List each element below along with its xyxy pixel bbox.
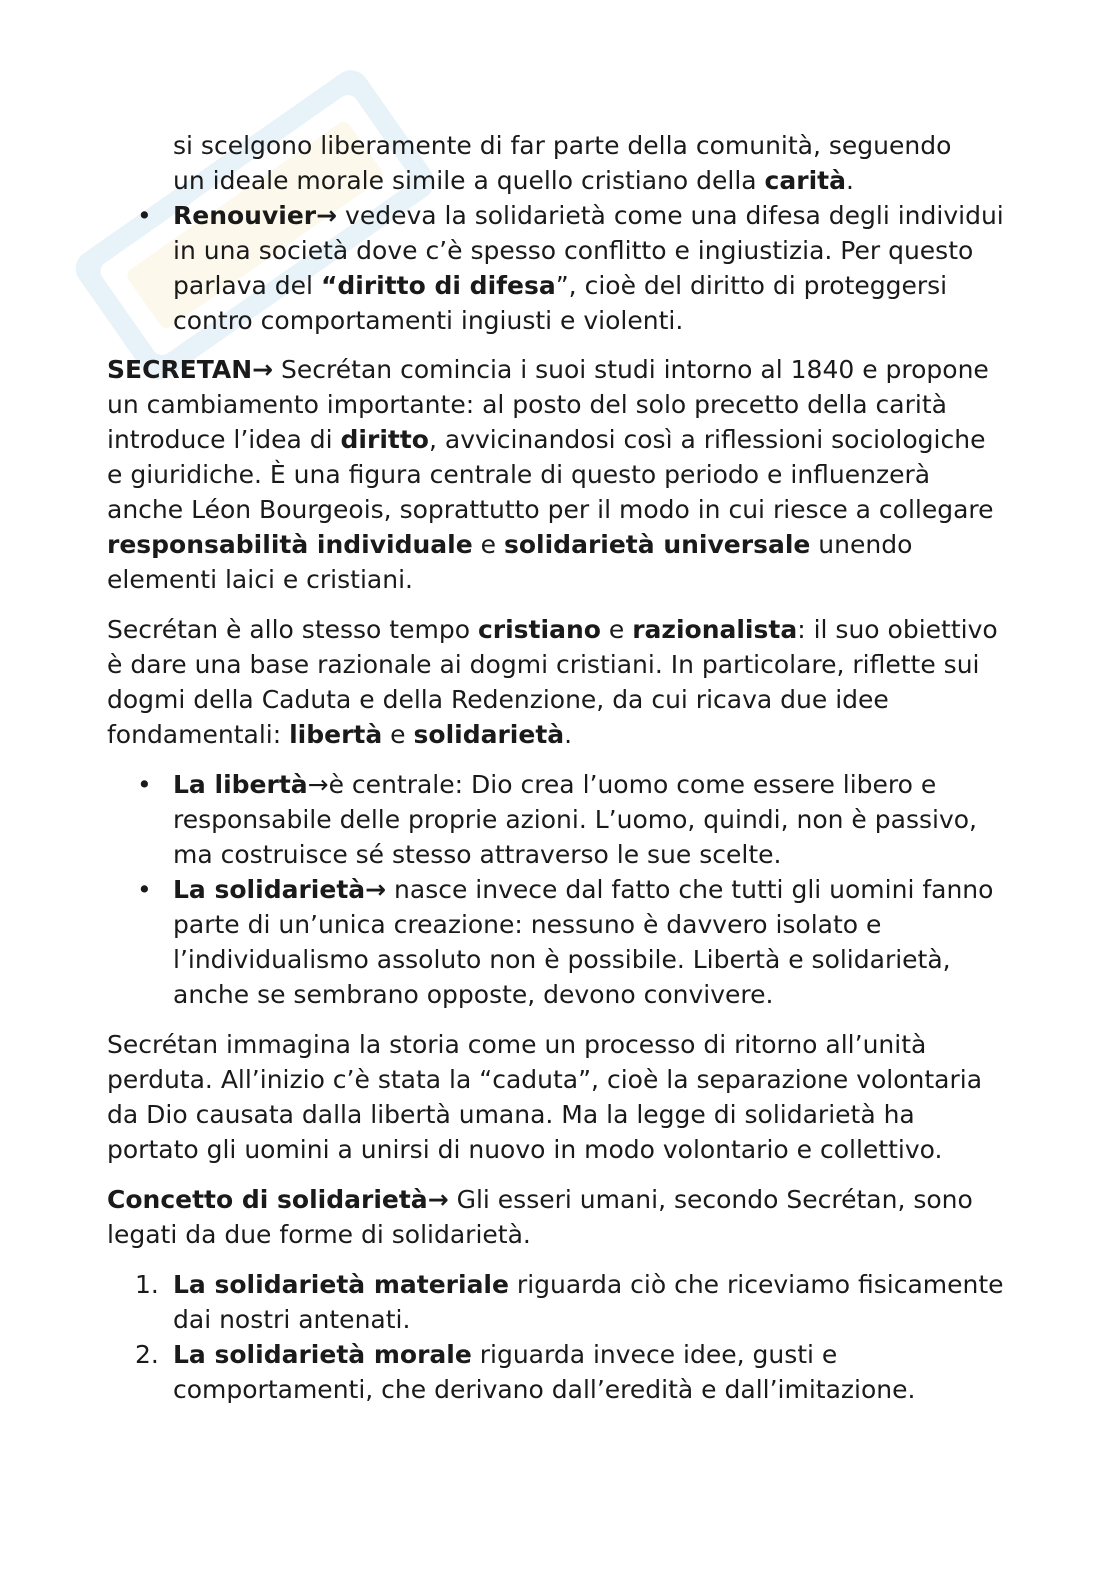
bullet-icon: •: [137, 770, 152, 799]
list-item-solidarieta: • La solidarietà→ nasce invece dal fatto che tutti gli uomini fanno parte di un’unica creazione: nessuno è davvero isolato e l’individualismo assoluto non è possibile. Libertà e solidarietà, anche se sembrano opposte, devono convivere.: [107, 872, 1007, 1012]
continuation-line-1: si scelgono liberamente di far parte della comunità, seguendo: [173, 131, 952, 160]
list-item-renouvier: • Renouvier→ vedeva la solidarietà come una difesa degli individui in una società dove c’è spesso conflitto e ingiustizia. Per questo parlava del “diritto di difesa”, cioè del diritto di proteggersi contro comportamenti ingiusti e violenti.: [107, 198, 1007, 338]
arrow-icon: →: [307, 770, 329, 799]
bullet-list-liberta-solidarieta: [107, 767, 1007, 1012]
list-item-materiale: 1. La solidarietà materiale riguarda ciò che riceviamo fisicamente dai nostri antenati.: [107, 1267, 1007, 1337]
list-item-liberta: • La libertà→è centrale: Dio crea l’uomo come essere libero e responsabile delle proprie azioni. L’uomo, quindi, non è passivo, ma costruisce sé stesso attraverso le sue scelte.: [107, 767, 1007, 872]
bullet-icon: •: [137, 201, 152, 230]
numbered-list: [107, 1267, 1007, 1407]
arrow-icon: →: [427, 1185, 449, 1214]
paragraph-storia: Secrétan immagina la storia come un processo di ritorno all’unità perduta. All’inizio c’è stata la “caduta”, cioè la separazione volontaria da Dio causata dalla libertà umana. Ma la legge di solidarietà ha portato gli uomini a unirsi di nuovo in modo volontario e collettivo.: [107, 1030, 983, 1164]
bullet-icon: •: [137, 875, 152, 904]
arrow-icon: →: [316, 201, 338, 230]
list-item-morale: 2. La solidarietà morale riguarda invece idee, gusti e comportamenti, che derivano dall’eredità e dall’imitazione.: [107, 1337, 1007, 1407]
bullet-list-top: [107, 128, 1007, 338]
paragraph-secretan-cristiano: Secrétan è allo stesso tempo cristiano e razionalista: il suo obiettivo è dare una base razionale ai dogmi cristiani. In particolare, riflette sui dogmi della Caduta e della Redenzione, da cui ricava due idee fondamentali: libertà e solidarietà.: [107, 615, 998, 749]
list-item-continuation: si scelgono liberamente di far parte della comunità, seguendo un ideale morale simile a quello cristiano della carità.: [173, 131, 952, 195]
arrow-icon: →: [365, 875, 387, 904]
arrow-icon: →: [252, 355, 274, 384]
document-page: [107, 128, 1007, 1407]
list-number: 2.: [135, 1340, 159, 1369]
list-number: 1.: [135, 1270, 159, 1299]
paragraph-concetto: Concetto di solidarietà→ Gli esseri umani, secondo Secrétan, sono legati da due forme di solidarietà.: [107, 1185, 973, 1249]
paragraph-secretan-intro: SECRETAN→ Secrétan comincia i suoi studi intorno al 1840 e propone un cambiamento importante: al posto del solo precetto della carità introduce l’idea di diritto, avvicinandosi così a riflessioni sociologiche e giuridiche. È una figura centrale di questo periodo e influenzerà anche Léon Bourgeois, soprattutto per il modo in cui riesce a collegare responsabilità individuale e solidarietà universale unendo elementi laici e cristiani.: [107, 355, 994, 594]
